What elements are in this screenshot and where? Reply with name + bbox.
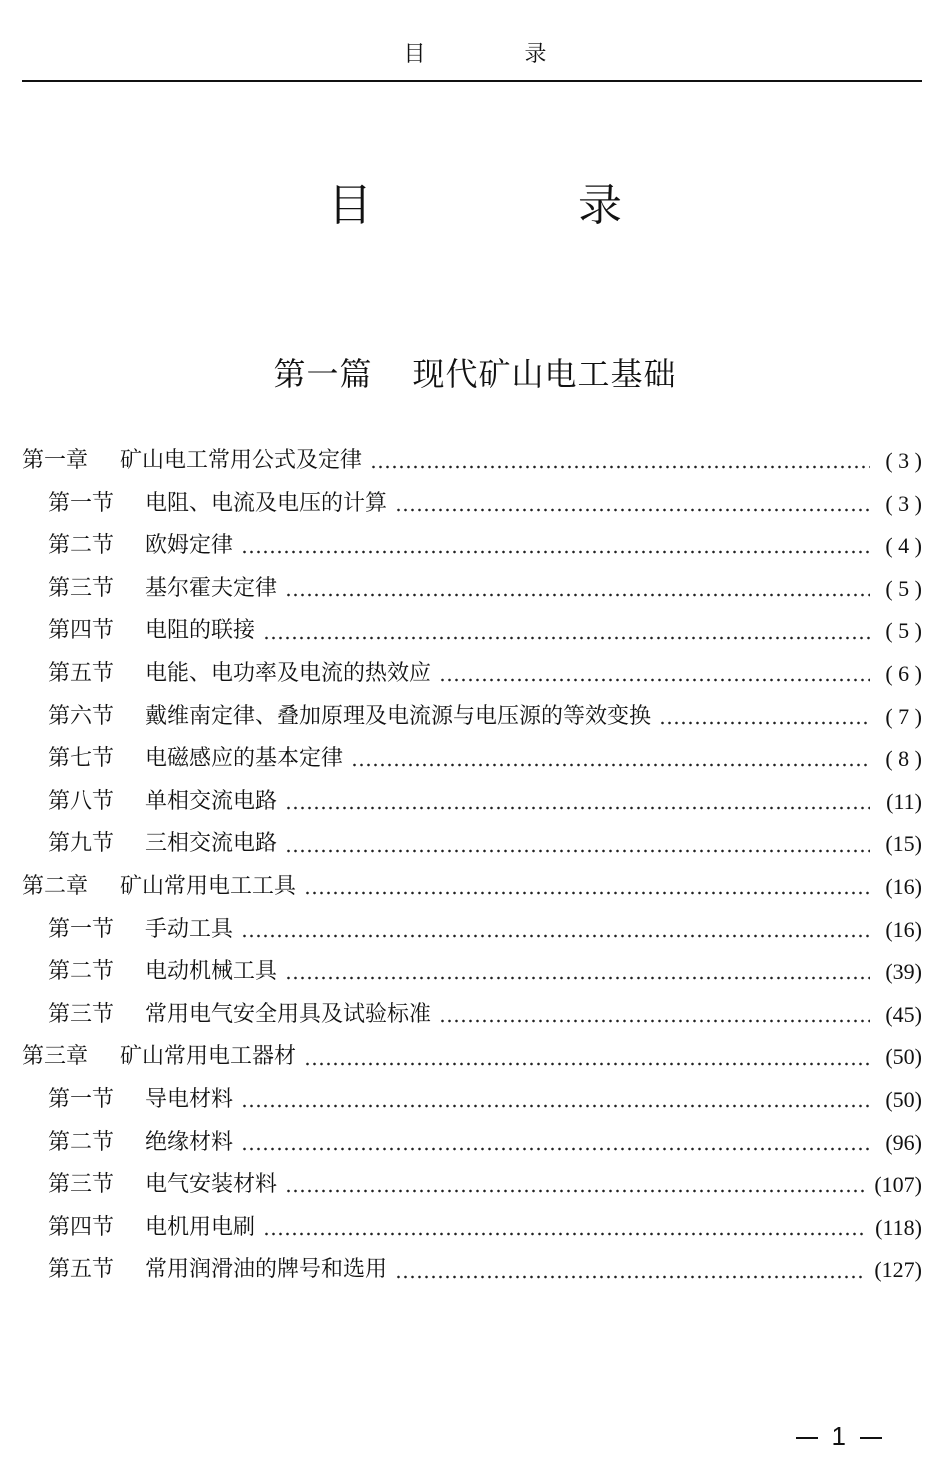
toc-entry-page: ( 4 ) [885, 533, 922, 559]
toc-entry-title: 电能、电功率及电流的热效应 [145, 660, 432, 686]
toc-entry-title: 三相交流电路 [145, 831, 278, 857]
toc-entry-number: 第三章 [22, 1044, 89, 1070]
dot-leader [439, 1004, 870, 1026]
part-title [0, 350, 950, 398]
toc-entry-page: (50) [885, 1086, 922, 1112]
toc-entry-title: 电机用电刷 [145, 1214, 256, 1240]
toc-section-entry[interactable] [22, 951, 922, 994]
toc-chapter-entry[interactable] [22, 1036, 922, 1079]
toc-entry-page: ( 3 ) [885, 490, 922, 516]
dot-leader [395, 1260, 866, 1282]
toc-section-entry[interactable] [22, 1122, 922, 1165]
header-rule [22, 80, 922, 82]
dot-leader [659, 706, 870, 728]
toc-entry-number: 第三节 [48, 1001, 115, 1027]
dot-leader [439, 663, 870, 685]
toc-entry-number: 第一节 [48, 1086, 115, 1112]
toc-entry-title: 矿山常用电工工具 [120, 873, 297, 899]
dot-leader [285, 1174, 866, 1196]
dot-leader [241, 1089, 870, 1111]
toc-entry-title: 矿山常用电工器材 [120, 1044, 297, 1070]
running-head: 目 录 [403, 42, 593, 67]
part-name: 现代矿山电工基础 [412, 355, 677, 393]
dot-leader [285, 791, 870, 813]
toc-entry-number: 第九节 [48, 831, 115, 857]
toc-chapter-entry[interactable] [22, 440, 922, 483]
toc-entry-number: 第五节 [48, 1257, 115, 1283]
dot-leader [285, 961, 870, 983]
toc-entry-page: ( 3 ) [885, 448, 922, 473]
toc-entry-number: 第八节 [48, 788, 115, 814]
toc-entry-title: 矿山电工常用公式及定律 [120, 448, 363, 473]
toc-entry-number: 第二节 [48, 959, 115, 985]
toc-section-entry[interactable] [22, 653, 922, 696]
toc-entry-page: (127) [874, 1257, 922, 1283]
dot-leader [304, 1047, 870, 1069]
toc-entry-number: 第二节 [48, 1129, 115, 1155]
toc-entry-number: 第七节 [48, 746, 115, 772]
toc-entry-title: 戴维南定律、叠加原理及电流源与电压源的等效变换 [145, 703, 652, 729]
toc-entry-number: 第二章 [22, 873, 89, 899]
dot-leader [304, 876, 870, 898]
toc-entry-number: 第四节 [48, 1214, 115, 1240]
toc-entry-page: (96) [885, 1129, 922, 1155]
page-title: 目 录 [328, 180, 718, 231]
toc-section-entry[interactable] [22, 483, 922, 526]
toc-section-entry[interactable] [22, 1249, 922, 1292]
toc-entry-page: (45) [885, 1001, 922, 1027]
toc-entry-page: ( 5 ) [885, 618, 922, 644]
dot-leader [285, 578, 870, 600]
toc-entry-number: 第一章 [22, 448, 89, 473]
part-label: 第一篇 [273, 355, 373, 393]
dot-leader [370, 450, 870, 472]
toc-entry-page: (50) [885, 1044, 922, 1070]
dot-leader [241, 535, 870, 557]
folio-dash-right [860, 1437, 882, 1439]
toc-section-entry[interactable] [22, 568, 922, 611]
toc-entry-title: 常用电气安全用具及试验标准 [145, 1001, 432, 1027]
toc-entry-page: (16) [885, 873, 922, 899]
table-of-contents [22, 440, 922, 1292]
toc-entry-title: 电磁感应的基本定律 [145, 746, 344, 772]
dot-leader [263, 621, 870, 643]
toc-entry-page: ( 5 ) [885, 575, 922, 601]
toc-section-entry[interactable] [22, 909, 922, 952]
toc-entry-title: 常用润滑油的牌号和选用 [145, 1257, 388, 1283]
dot-leader [241, 919, 870, 941]
toc-section-entry[interactable] [22, 823, 922, 866]
toc-entry-page: ( 7 ) [885, 703, 922, 729]
toc-entry-page: ( 6 ) [885, 660, 922, 686]
toc-entry-title: 单相交流电路 [145, 788, 278, 814]
toc-entry-number: 第五节 [48, 660, 115, 686]
toc-section-entry[interactable] [22, 994, 922, 1037]
toc-section-entry[interactable] [22, 696, 922, 739]
toc-entry-title: 手动工具 [145, 916, 234, 942]
toc-entry-title: 电阻的联接 [145, 618, 256, 644]
toc-entry-title: 导电材料 [145, 1086, 234, 1112]
toc-entry-title: 电动机械工具 [145, 959, 278, 985]
dot-leader [263, 1217, 867, 1239]
toc-entry-page: (15) [885, 831, 922, 857]
toc-entry-title: 基尔霍夫定律 [145, 575, 278, 601]
toc-entry-page: (118) [875, 1214, 922, 1240]
toc-entry-number: 第一节 [48, 916, 115, 942]
dot-leader [351, 748, 870, 770]
toc-section-entry[interactable] [22, 1207, 922, 1250]
toc-section-entry[interactable] [22, 738, 922, 781]
toc-chapter-entry[interactable] [22, 866, 922, 909]
toc-entry-page: (11) [886, 788, 922, 814]
toc-entry-number: 第一节 [48, 490, 115, 516]
toc-section-entry[interactable] [22, 1164, 922, 1207]
page-number [782, 1420, 896, 1452]
folio-dash-left [796, 1437, 818, 1439]
toc-entry-page: (16) [885, 916, 922, 942]
page-number-value: 1 [831, 1421, 846, 1451]
toc-entry-page: ( 8 ) [885, 746, 922, 772]
toc-entry-title: 电气安装材料 [145, 1172, 278, 1198]
dot-leader [241, 1132, 870, 1154]
toc-entry-title: 欧姆定律 [145, 533, 234, 559]
dot-leader [395, 493, 870, 515]
toc-entry-number: 第三节 [48, 575, 115, 601]
toc-entry-number: 第二节 [48, 533, 115, 559]
toc-entry-number: 第六节 [48, 703, 115, 729]
toc-entry-title: 绝缘材料 [145, 1129, 234, 1155]
toc-entry-page: (107) [874, 1172, 922, 1198]
toc-entry-title: 电阻、电流及电压的计算 [145, 490, 388, 516]
toc-section-entry[interactable] [22, 1079, 922, 1122]
toc-section-entry[interactable] [22, 610, 922, 653]
dot-leader [285, 834, 870, 856]
toc-section-entry[interactable] [22, 781, 922, 824]
toc-section-entry[interactable] [22, 525, 922, 568]
toc-entry-number: 第三节 [48, 1172, 115, 1198]
toc-entry-number: 第四节 [48, 618, 115, 644]
toc-entry-page: (39) [885, 959, 922, 985]
